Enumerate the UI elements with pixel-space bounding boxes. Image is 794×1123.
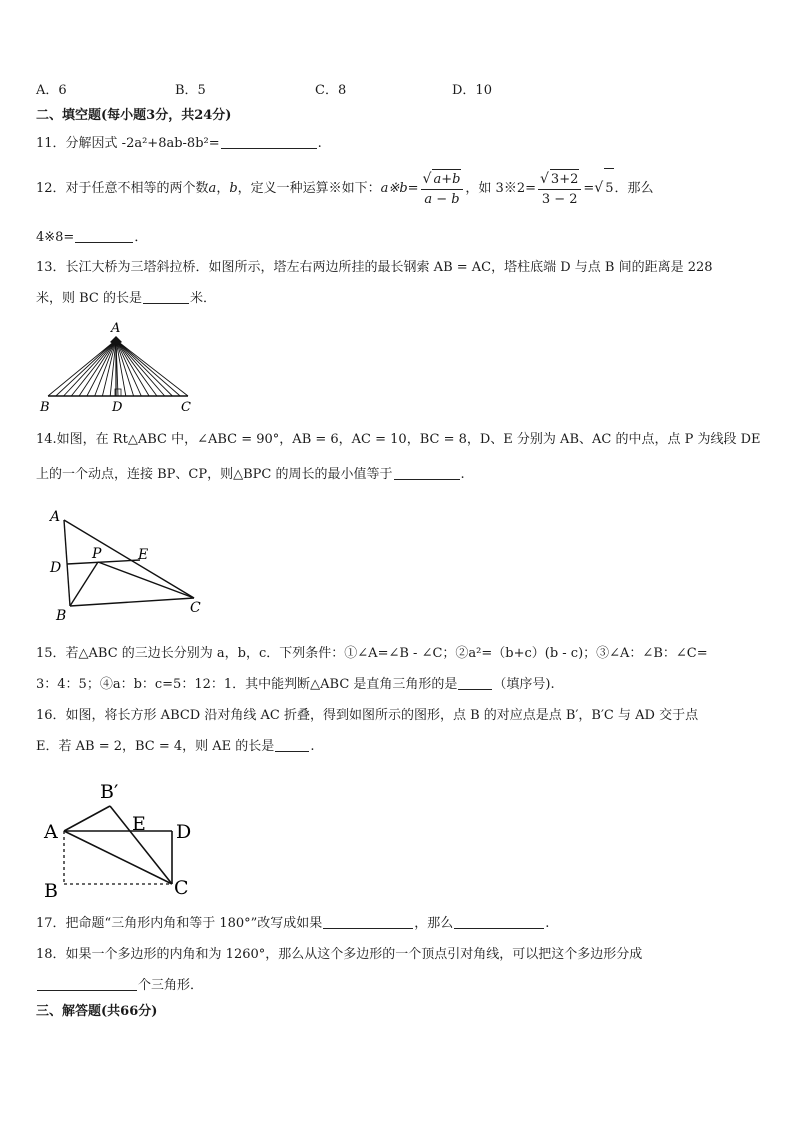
- label-d: D: [112, 400, 123, 415]
- q12-comma: ，: [216, 181, 230, 196]
- q12-var-b: b: [229, 181, 238, 196]
- bridge-cable: [64, 340, 116, 396]
- choice-a: A．6: [36, 83, 67, 98]
- answer-blank-then: [454, 915, 544, 929]
- question-18: 18．如果一个多边形的内角和为 1260°，那么从这个多边形的一个顶点引对角线，可以把这个多边形分成: [36, 947, 643, 962]
- q12-var-a: a: [208, 181, 217, 196]
- choice-b: B．5: [175, 83, 206, 98]
- segment-pc: [98, 562, 194, 598]
- q12-example-fraction: $\frac{√ 3+2}{3 - 2}$: [538, 169, 581, 209]
- q12-text-4: ．那么: [614, 181, 654, 196]
- q15-end: （填序号).: [493, 677, 555, 692]
- segment-bp: [70, 562, 98, 606]
- label-b: B: [40, 400, 50, 415]
- label-a: A: [50, 509, 61, 525]
- label-c: C: [181, 400, 191, 415]
- q12-text-1: 12．对于任意不相等的两个数: [36, 181, 209, 196]
- question-13-line-2: [36, 290, 216, 308]
- answer-blank: [221, 135, 317, 149]
- question-17: [36, 915, 549, 933]
- triangle-figure-14: [44, 504, 214, 626]
- question-15: 15．若△ABC 的三边长分别为 a，b，c．下列条件：①∠A=∠B - ∠C；②a²=（b+c）(b - c)；③∠A：∠B：∠C=: [36, 646, 708, 661]
- segment-ab-prime: [64, 806, 110, 831]
- folded-rectangle-figure: [40, 776, 210, 900]
- question-14: 14.如图，在 Rt△ABC 中，∠ABC = 90°，AB = 6，AC = 10，BC = 8，D、E 分别为 AB、AC 的中点，点 P 为线段 DE: [36, 432, 761, 447]
- answer-blank-if: [323, 915, 413, 929]
- bridge-figure: [36, 318, 204, 416]
- label-c: C: [174, 877, 189, 899]
- q12-denominator: a − b: [424, 191, 460, 207]
- answer-blank: [143, 290, 189, 304]
- q13-line-2-text: 米，则 BC 的长是: [36, 291, 143, 306]
- q12-example-denominator: 3 − 2: [541, 191, 578, 207]
- section-heading-fill-in: 二、填空题(每小题3分，共24分): [36, 108, 232, 123]
- q15-line-2-text: 3：4：5；④a：b：c=5：12：1．其中能判断△ABC 是直角三角形的是: [36, 677, 458, 692]
- bridge-cable: [116, 340, 188, 396]
- segment-ab: [64, 520, 70, 606]
- answer-blank: [75, 229, 133, 243]
- q14-line-2-text: 上的一个动点，连接 BP、CP，则△BPC 的周长的最小值等于: [36, 467, 393, 482]
- question-12: 12．对于任意不相等的两个数a，b，定义一种运算※如下：a※b= $\frac{√ a+b}{a - b}$ ，如 3※2= $\frac{√ 3+2}{3 - 2}$ =√ 5．那么: [36, 168, 653, 209]
- question-11: [36, 135, 322, 153]
- label-d: D: [50, 560, 62, 576]
- bridge-cable: [116, 340, 157, 396]
- q12-example-numerator: 3+2: [550, 169, 579, 189]
- q16-end: .: [310, 739, 315, 754]
- q12-lhs: a※b=: [380, 181, 419, 196]
- q11-end: .: [317, 136, 322, 151]
- section-heading-solutions: 三、解答题(共66分): [36, 1004, 158, 1019]
- question-16-line-2: [36, 738, 314, 756]
- label-e: E: [138, 547, 149, 563]
- question-13: 13．长江大桥为三塔斜拉桥．如图所示，塔左右两边所挂的最长钢索 AB = AC，塔柱底端 D 与点 B 间的距离是 228: [36, 260, 713, 275]
- answer-blank: [275, 738, 309, 752]
- q12-end: ．: [134, 230, 148, 245]
- q12-fraction: $\frac{√ a+b}{a - b}$: [421, 169, 464, 209]
- q12-result: 5: [604, 168, 614, 209]
- q12-equals: =: [583, 181, 595, 196]
- question-16: 16．如图，将长方形 ABCD 沿对角线 AC 折叠，得到如图所示的图形，点 B 的对应点是点 B′，B′C 与 AD 交于点: [36, 708, 699, 723]
- bridge-cable: [56, 340, 116, 396]
- bridge-cable: [116, 340, 165, 396]
- answer-blank: [394, 466, 460, 480]
- segment-ac: [64, 831, 172, 884]
- label-a: A: [111, 321, 121, 336]
- answer-blank: [458, 676, 492, 690]
- answer-blank: [37, 977, 137, 991]
- label-p: P: [92, 546, 102, 562]
- question-14-line-2: [36, 466, 465, 484]
- label-b: B: [44, 880, 58, 900]
- label-d: D: [176, 821, 192, 843]
- q14-end: .: [460, 467, 465, 482]
- label-e: E: [132, 813, 146, 835]
- q12-text-2: ，定义一种运算※如下：: [237, 181, 381, 196]
- q11-text: 11．分解因式 -2a²+8ab-8b²=: [36, 136, 220, 151]
- segment-bc: [70, 598, 194, 606]
- bridge-cable: [116, 340, 180, 396]
- question-15-line-2: [36, 676, 555, 694]
- q12-line-2-text: 4※8=: [36, 230, 75, 245]
- bridge-cable: [116, 340, 141, 396]
- segment-ac: [64, 520, 194, 598]
- q17-text-1: 17．把命题“三角形内角和等于 180°”改写成如果: [36, 916, 323, 931]
- label-b: B: [56, 608, 67, 624]
- q12-text-3: ，如 3※2=: [465, 181, 536, 196]
- q18-line-2-text: 个三角形．: [138, 978, 204, 993]
- q17-text-2: ，那么: [414, 916, 454, 931]
- label-b-prime: B′: [100, 781, 119, 803]
- q13-unit: 米．: [190, 291, 217, 306]
- choice-d: D．10: [452, 83, 492, 98]
- q17-end: .: [545, 916, 550, 931]
- label-a: A: [44, 821, 58, 843]
- question-12-line-2: [36, 229, 147, 247]
- question-18-line-2: [36, 977, 203, 995]
- choice-c: C．8: [315, 83, 347, 98]
- label-c: C: [190, 600, 201, 616]
- bridge-cable: [87, 340, 116, 396]
- q16-line-2-text: E．若 AB = 2，BC = 4，则 AE 的长是: [36, 739, 275, 754]
- q12-numerator: a+b: [432, 169, 461, 189]
